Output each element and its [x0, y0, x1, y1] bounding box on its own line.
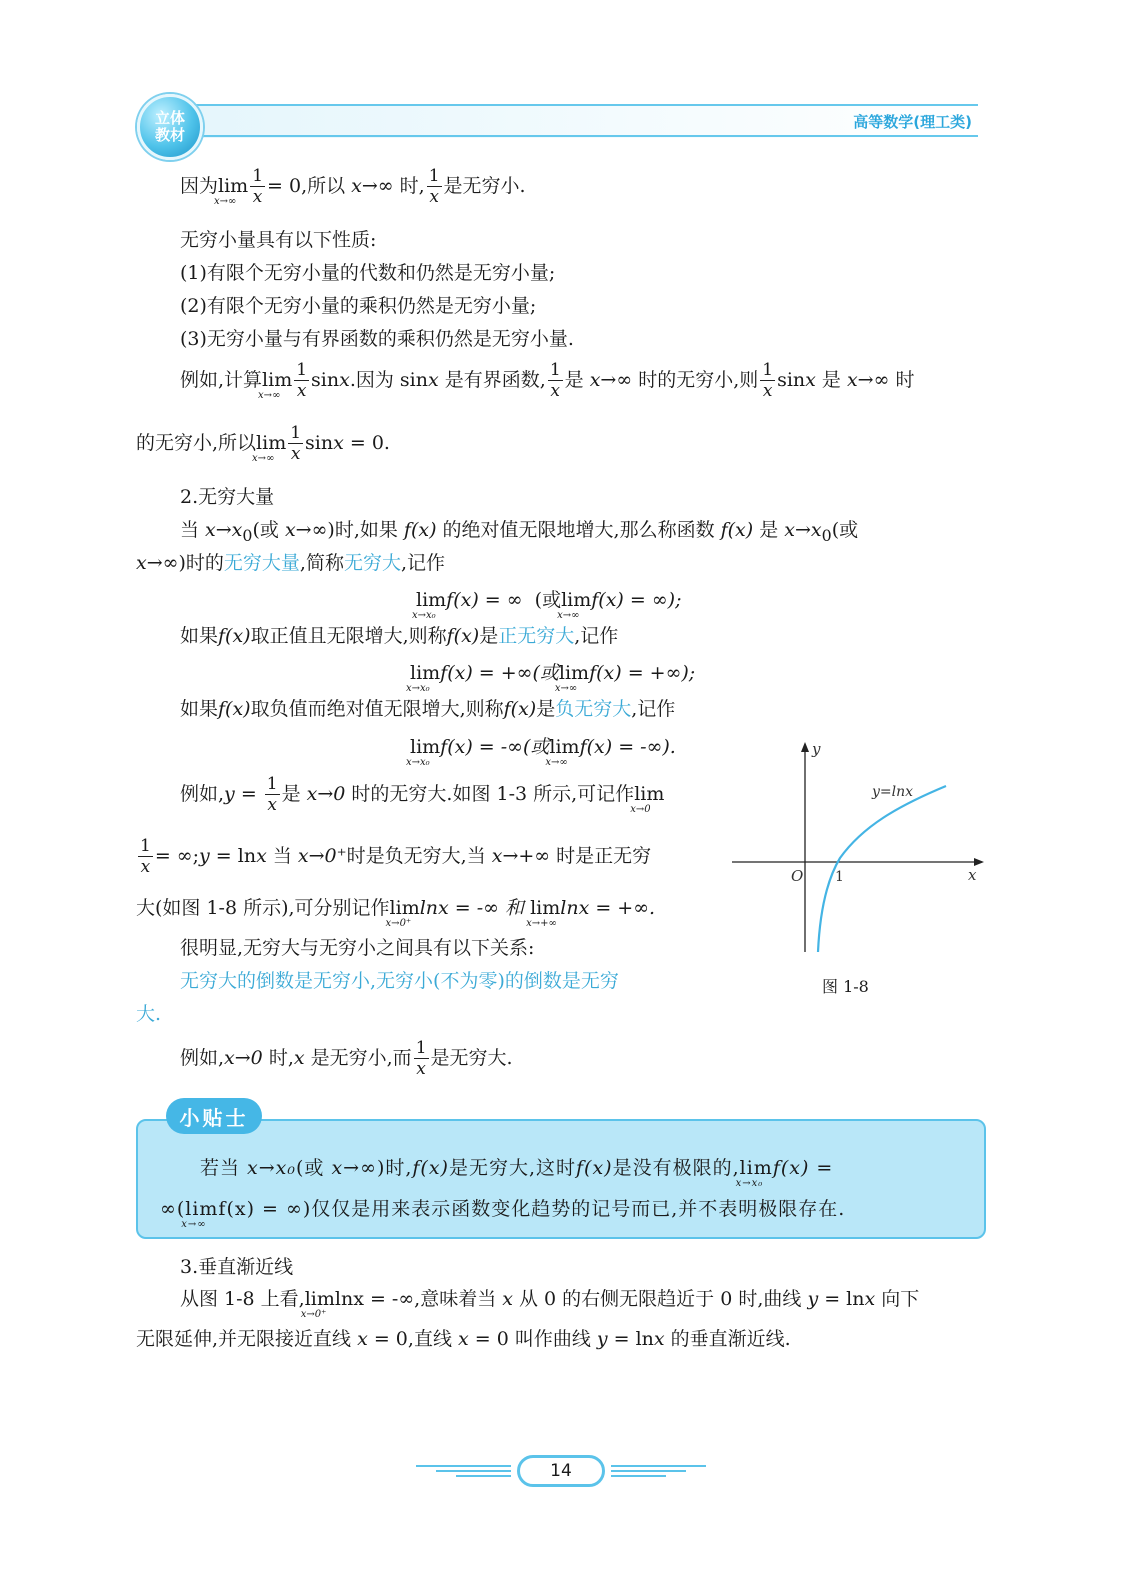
text: f(x): [403, 519, 437, 541]
lim-sub: x→x₀: [406, 683, 430, 694]
text: ∞(: [160, 1198, 186, 1220]
lim-sub: x→∞: [258, 390, 281, 401]
text: f(x): [218, 698, 251, 720]
def-big-line2: [136, 552, 445, 575]
text: (或: [296, 1157, 332, 1179]
text: (或: [252, 519, 285, 541]
den: x: [140, 857, 151, 877]
y-label: y: [812, 740, 821, 758]
lim-sub: x→∞: [181, 1219, 207, 1230]
lim: [258, 369, 293, 401]
lim: [300, 1288, 335, 1320]
num: 1: [428, 166, 440, 186]
text: 是无穷大,这时: [448, 1157, 577, 1179]
lim-word: lim: [304, 1288, 335, 1310]
text: x→∞: [136, 552, 179, 574]
num: 1: [252, 166, 264, 186]
lim-sub: x→∞: [214, 196, 237, 207]
fraction: [548, 362, 563, 400]
lim: [630, 783, 665, 815]
text: y: [807, 1288, 819, 1310]
text: 时的无穷大.如图 1-3 所示,可记作: [345, 783, 635, 805]
var: x: [805, 369, 816, 391]
text: x→∞: [284, 519, 328, 541]
lim-word: lim: [256, 432, 287, 454]
text: 大(如图 1-8 所示),可分别记作: [136, 897, 390, 919]
prop-2: (2)有限个无穷小量的乘积仍然是无穷小量;: [180, 295, 537, 317]
den: x: [550, 381, 561, 401]
example2-line1: [180, 776, 664, 814]
text: = ∞;: [154, 845, 200, 867]
text: x→∞: [846, 369, 890, 391]
text: 是无穷大.: [430, 1047, 513, 1069]
tips-line2: [160, 1194, 846, 1230]
text: 是无穷小,而: [304, 1047, 412, 1069]
fraction: [414, 1040, 429, 1078]
page-number: 14: [517, 1455, 605, 1487]
text: 是: [815, 369, 847, 391]
text: =: [234, 783, 263, 805]
example2-line3: [136, 897, 656, 929]
origin-label: O: [791, 867, 804, 885]
text: y: [224, 783, 235, 805]
prop-1: (1)有限个无穷小量的代数和仍然是无穷小量;: [180, 262, 556, 284]
text: 无限延伸,并无限接近直线: [136, 1328, 358, 1350]
text: 从 0 的右侧无限趋近于 0 时,曲线: [512, 1288, 808, 1310]
text: )时,: [376, 1157, 413, 1179]
lim-sub: x→∞: [554, 683, 578, 694]
curve-label: y=lnx: [872, 784, 914, 800]
text: x: [653, 1328, 665, 1350]
lim-sub: x→x₀: [735, 1178, 764, 1189]
lim-word: lim: [416, 589, 447, 611]
lim-word: lim: [262, 369, 293, 391]
lim-sub: x→∞: [545, 757, 568, 768]
x-arrow: [974, 858, 984, 866]
lim-word: lim: [530, 897, 561, 919]
text: 例如,: [180, 1047, 225, 1069]
text: y: [199, 845, 210, 867]
text: 取负值而绝对值无限增大,则称: [250, 698, 504, 720]
term-highlight: 正无穷大: [498, 625, 575, 647]
num: 1: [549, 360, 561, 380]
book-title: 高等数学(理工类): [853, 113, 972, 131]
text: x: [256, 845, 267, 867]
text: sin: [311, 369, 340, 391]
figure-caption: 图 1-8: [822, 977, 869, 996]
para-1: [180, 168, 526, 206]
text: = 0,所以: [267, 175, 352, 197]
text: 是: [536, 698, 556, 720]
lim-word: lim: [634, 783, 665, 805]
num: 1: [290, 423, 302, 443]
header-rule: [190, 135, 978, 137]
text: f(x) = +∞);: [589, 662, 696, 684]
lim: [406, 662, 441, 694]
text: x: [357, 1328, 368, 1350]
text: = ln: [209, 845, 257, 867]
text: 的垂直渐近线.: [664, 1328, 791, 1350]
text: 时是正无穷: [550, 845, 652, 867]
text: ,简称: [299, 552, 344, 574]
text: 的无穷小,所以: [136, 432, 257, 454]
example2-line2: [136, 838, 651, 876]
tick-one-label: 1: [835, 869, 844, 885]
text: )时的: [178, 552, 224, 574]
section-2-title: 2.无穷大量: [180, 486, 275, 508]
text: x→∞: [331, 1157, 377, 1179]
lim-sub: x→x₀: [406, 757, 430, 768]
text: 是: [281, 783, 307, 805]
fraction: [427, 168, 442, 206]
text: x→∞: [351, 175, 394, 197]
lim: [557, 589, 592, 621]
text: f(x): [218, 625, 251, 647]
relation-line: 很明显,无穷大与无穷小之间具有以下关系:: [180, 937, 535, 959]
text: 当: [266, 845, 298, 867]
text: sin: [777, 369, 806, 391]
den: x: [267, 795, 277, 815]
book-badge: [137, 94, 203, 160]
num: 1: [140, 836, 151, 856]
text: .因为 sin: [349, 369, 428, 391]
text: x: [864, 1288, 876, 1310]
text: = 0.: [343, 432, 390, 454]
lim-word: lim: [389, 897, 420, 919]
text: (或: [534, 589, 562, 611]
var: x: [339, 369, 350, 391]
text: 如果: [180, 625, 219, 647]
text: = 0,直线: [367, 1328, 458, 1350]
term-highlight: 无穷大量: [223, 552, 300, 574]
fraction: [138, 838, 153, 876]
lim: [252, 432, 287, 464]
example1-line1: [180, 362, 914, 400]
badge-text-1: 立体: [154, 109, 185, 127]
text: x: [293, 1047, 305, 1069]
den: x: [290, 444, 301, 464]
text: f(x): [446, 625, 480, 647]
den: x: [296, 381, 307, 401]
props-intro: 无穷小量具有以下性质:: [180, 229, 377, 251]
lim-word: lim: [561, 589, 592, 611]
text: x: [502, 1288, 513, 1310]
badge-text-2: 教材: [154, 126, 185, 144]
text: 是有界函数,: [438, 369, 546, 391]
text: lnx = -∞,意味着当: [334, 1288, 503, 1310]
relation-highlight: 无穷大的倒数是无穷小,无穷小(不为零)的倒数是无穷: [180, 970, 619, 992]
text: 因为: [180, 175, 219, 197]
term-highlight: 无穷大: [343, 552, 401, 574]
text: 若当: [200, 1157, 248, 1179]
text: f(x): [503, 698, 537, 720]
lim-sub: x→∞: [557, 610, 580, 621]
text: 如果: [180, 698, 219, 720]
text: sin: [305, 432, 334, 454]
text: = 0 叫作曲线: [468, 1328, 597, 1350]
text: lnx = -∞ 和: [419, 897, 525, 919]
lim: [412, 589, 447, 621]
example3-line: [180, 1040, 513, 1078]
text: 取正值且无限增大,则称: [250, 625, 447, 647]
lim: [406, 736, 441, 768]
text: f(x) = +∞(或: [440, 662, 559, 684]
text: f(x): [720, 519, 754, 541]
text: x→0: [224, 1047, 263, 1069]
text: f(x) = -∞(或: [440, 736, 550, 758]
fraction: [294, 362, 309, 400]
text: y: [596, 1328, 608, 1350]
num: 1: [266, 774, 278, 794]
fraction: [288, 425, 303, 463]
text: f(x) = -∞).: [579, 736, 676, 758]
lim-word: lim: [185, 1198, 219, 1220]
text: ,记作: [574, 625, 619, 647]
lim-word: lim: [410, 662, 441, 684]
lim-word: lim: [218, 175, 249, 197]
text: 是无穷小.: [443, 175, 526, 197]
den: x: [252, 187, 263, 207]
text: 的绝对值无限地增大,那么称函数: [436, 519, 721, 541]
lim-sub: x→x₀: [412, 610, 436, 621]
lim: [545, 736, 580, 768]
text: = ln: [607, 1328, 654, 1350]
lim-word: lim: [558, 662, 590, 684]
lim: [735, 1157, 773, 1189]
text: f(x) = ∞)仅仅是用来表示函数变化趋势的记号而已,并不表明极限存在.: [218, 1198, 846, 1220]
num: 1: [762, 360, 774, 380]
lim-word: lim: [739, 1157, 773, 1179]
text: 例如,: [180, 783, 225, 805]
fraction: [265, 776, 280, 814]
tips-label: 小贴士: [166, 1098, 262, 1134]
lim: [554, 662, 590, 694]
text: 向下: [875, 1288, 920, 1310]
example1-line2: [136, 425, 390, 463]
text: x→x: [205, 519, 243, 541]
formula-1: [412, 585, 682, 621]
text: f(x) =: [772, 1157, 834, 1179]
text: (或: [831, 519, 859, 541]
text: 是: [753, 519, 785, 541]
text: f(x) = ∞: [446, 589, 523, 611]
lim-word: lim: [549, 736, 580, 758]
den: x: [416, 1059, 426, 1079]
def-big-line1: 当 $x\to x_0$(或 x→∞)时,如果 f(x) 的绝对值无限地增大,那么称函数 f(x) 是 $x\to x_0$(或: [180, 519, 859, 545]
figure-lnx: [728, 738, 990, 960]
text: 时的无穷小,则: [632, 369, 759, 391]
lim: [526, 897, 561, 929]
lim-sub: x→0⁺: [385, 918, 412, 929]
text: ,记作: [400, 552, 446, 574]
text: )时,如果: [327, 519, 404, 541]
num: 1: [415, 1038, 427, 1058]
text: x→∞: [589, 369, 633, 391]
text: 时: [889, 369, 915, 391]
y-arrow: [801, 742, 809, 752]
text: ,记作: [631, 698, 676, 720]
relation-highlight-2: 大.: [136, 1003, 162, 1025]
lim: [181, 1198, 219, 1230]
formula-3: [406, 732, 676, 768]
text: x→x₀: [247, 1157, 297, 1179]
den: x: [429, 187, 439, 207]
lim: [385, 897, 420, 929]
text: 从图 1-8 上看,: [180, 1288, 305, 1310]
var: x: [428, 369, 439, 391]
text: 时,: [393, 175, 425, 197]
section3-line1: [180, 1288, 920, 1320]
lim-sub: x→0: [630, 804, 651, 815]
den: x: [762, 381, 773, 401]
text: 是: [564, 369, 590, 391]
num: 1: [296, 360, 308, 380]
text: 是: [479, 625, 499, 647]
var: x: [333, 432, 344, 454]
text: 时是负无穷大,当: [346, 845, 492, 867]
term-highlight: 负无穷大: [555, 698, 632, 720]
lim-sub: x→+∞: [526, 918, 557, 929]
text: f(x): [412, 1157, 449, 1179]
text: 时,: [262, 1047, 294, 1069]
neg-line: [180, 698, 675, 721]
text: f(x) = ∞);: [591, 589, 682, 611]
pos-line: [180, 625, 618, 648]
text: 例如,计算: [180, 369, 263, 391]
section3-line2: [136, 1328, 791, 1351]
fraction: [760, 362, 775, 400]
lim-sub: x→∞: [252, 453, 275, 464]
lim-word: lim: [410, 736, 441, 758]
text: x→0: [306, 783, 346, 805]
text: x→x: [784, 519, 822, 541]
text: f(x): [576, 1157, 613, 1179]
lim: [214, 175, 249, 207]
text: x→+∞: [491, 845, 551, 867]
text: = ln: [818, 1288, 865, 1310]
x-label: x: [968, 866, 977, 884]
text: 是没有极限的,: [612, 1157, 740, 1179]
text: lnx = +∞.: [560, 897, 656, 919]
tips-line1: [200, 1153, 834, 1189]
fraction: [250, 168, 265, 206]
formula-2: [406, 658, 696, 694]
prop-3: (3)无穷小量与有界函数的乘积仍然是无穷小量.: [180, 328, 574, 350]
text: x→0⁺: [297, 845, 347, 867]
text: x: [457, 1328, 469, 1350]
lim-sub: x→0⁺: [300, 1309, 327, 1320]
section-3-title: 3.垂直渐近线: [180, 1256, 294, 1278]
text: 当: [180, 519, 206, 541]
